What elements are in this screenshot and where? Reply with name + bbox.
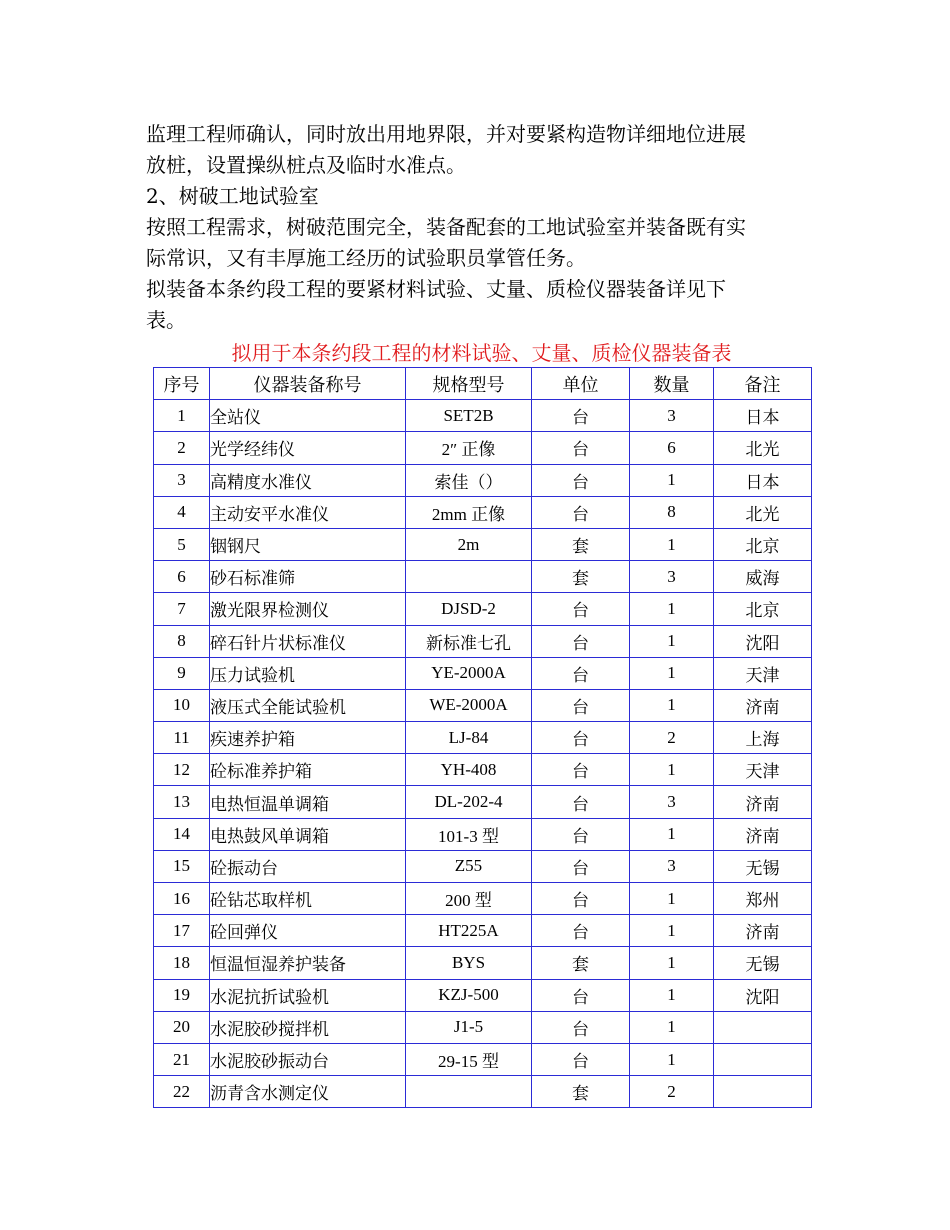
- cell-spec: HT225A: [406, 915, 532, 947]
- cell-note: 无锡: [714, 850, 812, 882]
- table-row: [154, 754, 812, 786]
- cell-spec: 29-15 型: [406, 1043, 532, 1075]
- cell-spec: YH-408: [406, 754, 532, 786]
- table-row: [154, 883, 812, 915]
- cell-no: 12: [154, 754, 210, 786]
- cell-name: 砼振动台: [210, 850, 406, 882]
- cell-spec: KZJ-500: [406, 979, 532, 1011]
- cell-note: 沈阳: [714, 625, 812, 657]
- cell-no: 20: [154, 1011, 210, 1043]
- cell-note: 日本: [714, 464, 812, 496]
- cell-unit: 台: [532, 625, 630, 657]
- table-row: [154, 979, 812, 1011]
- cell-name: 铟钢尺: [210, 528, 406, 560]
- cell-qty: 1: [630, 528, 714, 560]
- table-row: [154, 528, 812, 560]
- paragraph-line: 表。: [146, 308, 186, 332]
- cell-name: 压力试验机: [210, 657, 406, 689]
- cell-name: 主动安平水准仪: [210, 496, 406, 528]
- table-row: [154, 432, 812, 464]
- cell-spec: LJ-84: [406, 722, 532, 754]
- cell-note: 济南: [714, 786, 812, 818]
- cell-unit: 台: [532, 464, 630, 496]
- cell-note: 北光: [714, 496, 812, 528]
- cell-qty: 6: [630, 432, 714, 464]
- table-row: [154, 818, 812, 850]
- table-row: [154, 561, 812, 593]
- cell-note: 北光: [714, 432, 812, 464]
- cell-no: 10: [154, 689, 210, 721]
- cell-qty: 3: [630, 850, 714, 882]
- cell-unit: 套: [532, 947, 630, 979]
- cell-unit: 台: [532, 689, 630, 721]
- cell-no: 1: [154, 400, 210, 432]
- cell-unit: 台: [532, 915, 630, 947]
- cell-name: 全站仪: [210, 400, 406, 432]
- paragraph-line: 监理工程师确认，同时放出用地界限，并对要紧构造物详细地位进展: [146, 122, 746, 146]
- cell-note: [714, 1011, 812, 1043]
- cell-qty: 3: [630, 561, 714, 593]
- cell-no: 9: [154, 657, 210, 689]
- table-row: [154, 689, 812, 721]
- table-row: [154, 1043, 812, 1075]
- cell-name: 电热恒温单调箱: [210, 786, 406, 818]
- cell-unit: 台: [532, 786, 630, 818]
- cell-note: 沈阳: [714, 979, 812, 1011]
- cell-note: [714, 1043, 812, 1075]
- paragraph-equipment-intro: [146, 274, 806, 336]
- cell-name: 激光限界检测仪: [210, 593, 406, 625]
- cell-unit: 套: [532, 528, 630, 560]
- cell-qty: 1: [630, 689, 714, 721]
- cell-no: 18: [154, 947, 210, 979]
- cell-no: 7: [154, 593, 210, 625]
- cell-unit: 台: [532, 818, 630, 850]
- cell-no: 14: [154, 818, 210, 850]
- cell-note: 北京: [714, 528, 812, 560]
- cell-note: [714, 1076, 812, 1108]
- cell-spec: 2″ 正像: [406, 432, 532, 464]
- table-row: [154, 464, 812, 496]
- cell-spec: SET2B: [406, 400, 532, 432]
- table-row: [154, 1011, 812, 1043]
- cell-no: 8: [154, 625, 210, 657]
- cell-qty: 1: [630, 1043, 714, 1075]
- cell-qty: 1: [630, 1011, 714, 1043]
- cell-unit: 套: [532, 1076, 630, 1108]
- cell-name: 水泥胶砂搅拌机: [210, 1011, 406, 1043]
- table-row: [154, 786, 812, 818]
- cell-qty: 1: [630, 979, 714, 1011]
- cell-qty: 1: [630, 464, 714, 496]
- section-heading: [146, 181, 806, 212]
- header-cell-unit: 单位: [532, 368, 630, 400]
- cell-note: 济南: [714, 915, 812, 947]
- cell-spec: [406, 1076, 532, 1108]
- cell-no: 6: [154, 561, 210, 593]
- paragraph-line: 拟装备本条约段工程的要紧材料试验、丈量、质检仪器装备详见下: [146, 277, 726, 301]
- cell-note: 天津: [714, 657, 812, 689]
- cell-qty: 8: [630, 496, 714, 528]
- cell-spec: WE-2000A: [406, 689, 532, 721]
- cell-no: 19: [154, 979, 210, 1011]
- section-heading-text: 2、树破工地试验室: [146, 184, 319, 208]
- cell-note: 济南: [714, 818, 812, 850]
- table-row: [154, 850, 812, 882]
- header-cell-no: 序号: [154, 368, 210, 400]
- table-row: [154, 400, 812, 432]
- cell-qty: 1: [630, 754, 714, 786]
- header-cell-note: 备注: [714, 368, 812, 400]
- cell-no: 4: [154, 496, 210, 528]
- table-header-row: [154, 368, 812, 400]
- cell-spec: 101-3 型: [406, 818, 532, 850]
- cell-unit: 台: [532, 850, 630, 882]
- equipment-table: [153, 367, 812, 1108]
- header-cell-name: 仪器装备称号: [210, 368, 406, 400]
- cell-spec: 2m: [406, 528, 532, 560]
- cell-spec: [406, 561, 532, 593]
- cell-no: 22: [154, 1076, 210, 1108]
- cell-qty: 2: [630, 722, 714, 754]
- cell-unit: 台: [532, 979, 630, 1011]
- table-title: 拟用于本条约段工程的材料试验、丈量、质检仪器装备表: [231, 341, 732, 365]
- cell-qty: 1: [630, 625, 714, 657]
- cell-unit: 台: [532, 1043, 630, 1075]
- cell-unit: 台: [532, 496, 630, 528]
- cell-note: 济南: [714, 689, 812, 721]
- cell-qty: 3: [630, 400, 714, 432]
- cell-qty: 1: [630, 593, 714, 625]
- cell-name: 砼标准养护箱: [210, 754, 406, 786]
- table-row: [154, 625, 812, 657]
- header-cell-spec: 规格型号: [406, 368, 532, 400]
- cell-unit: 台: [532, 400, 630, 432]
- cell-unit: 台: [532, 883, 630, 915]
- paragraph-line: 际常识，又有丰厚施工经历的试验职员掌管任务。: [146, 246, 586, 270]
- cell-note: 北京: [714, 593, 812, 625]
- cell-qty: 1: [630, 818, 714, 850]
- cell-spec: YE-2000A: [406, 657, 532, 689]
- cell-name: 疾速养护箱: [210, 722, 406, 754]
- cell-name: 砼回弹仪: [210, 915, 406, 947]
- cell-name: 恒温恒湿养护装备: [210, 947, 406, 979]
- cell-no: 21: [154, 1043, 210, 1075]
- cell-qty: 1: [630, 947, 714, 979]
- cell-name: 水泥抗折试验机: [210, 979, 406, 1011]
- cell-spec: BYS: [406, 947, 532, 979]
- cell-no: 15: [154, 850, 210, 882]
- paragraph-line: 按照工程需求，树破范围完全，装备配套的工地试验室并装备既有实: [146, 215, 746, 239]
- cell-spec: DL-202-4: [406, 786, 532, 818]
- cell-qty: 2: [630, 1076, 714, 1108]
- cell-unit: 台: [532, 657, 630, 689]
- cell-unit: 台: [532, 432, 630, 464]
- cell-spec: 新标准七孔: [406, 625, 532, 657]
- cell-name: 电热鼓风单调箱: [210, 818, 406, 850]
- cell-note: 日本: [714, 400, 812, 432]
- cell-spec: J1-5: [406, 1011, 532, 1043]
- cell-name: 碎石针片状标准仪: [210, 625, 406, 657]
- cell-note: 无锡: [714, 947, 812, 979]
- table-row: [154, 593, 812, 625]
- cell-no: 16: [154, 883, 210, 915]
- header-cell-qty: 数量: [630, 368, 714, 400]
- cell-name: 砼钻芯取样机: [210, 883, 406, 915]
- cell-spec: 索佳（）: [406, 464, 532, 496]
- table-row: [154, 1076, 812, 1108]
- table-row: [154, 722, 812, 754]
- cell-no: 13: [154, 786, 210, 818]
- table-row: [154, 496, 812, 528]
- cell-name: 光学经纬仪: [210, 432, 406, 464]
- cell-qty: 3: [630, 786, 714, 818]
- cell-name: 砂石标准筛: [210, 561, 406, 593]
- paragraph-line: 放桩，设置操纵桩点及临时水准点。: [146, 153, 466, 177]
- cell-no: 5: [154, 528, 210, 560]
- cell-note: 威海: [714, 561, 812, 593]
- cell-qty: 1: [630, 915, 714, 947]
- cell-no: 11: [154, 722, 210, 754]
- cell-unit: 台: [532, 593, 630, 625]
- cell-no: 3: [154, 464, 210, 496]
- cell-no: 2: [154, 432, 210, 464]
- cell-note: 上海: [714, 722, 812, 754]
- cell-note: 天津: [714, 754, 812, 786]
- table-row: [154, 947, 812, 979]
- cell-unit: 套: [532, 561, 630, 593]
- cell-spec: Z55: [406, 850, 532, 882]
- paragraph-survey: [146, 119, 806, 181]
- cell-unit: 台: [532, 722, 630, 754]
- cell-name: 水泥胶砂振动台: [210, 1043, 406, 1075]
- cell-name: 液压式全能试验机: [210, 689, 406, 721]
- cell-note: 郑州: [714, 883, 812, 915]
- cell-qty: 1: [630, 657, 714, 689]
- paragraph-lab: [146, 212, 806, 274]
- cell-qty: 1: [630, 883, 714, 915]
- cell-name: 高精度水准仪: [210, 464, 406, 496]
- table-row: [154, 657, 812, 689]
- cell-no: 17: [154, 915, 210, 947]
- table-row: [154, 915, 812, 947]
- cell-unit: 台: [532, 754, 630, 786]
- cell-spec: DJSD-2: [406, 593, 532, 625]
- cell-spec: 200 型: [406, 883, 532, 915]
- cell-name: 沥青含水测定仪: [210, 1076, 406, 1108]
- cell-unit: 台: [532, 1011, 630, 1043]
- cell-spec: 2mm 正像: [406, 496, 532, 528]
